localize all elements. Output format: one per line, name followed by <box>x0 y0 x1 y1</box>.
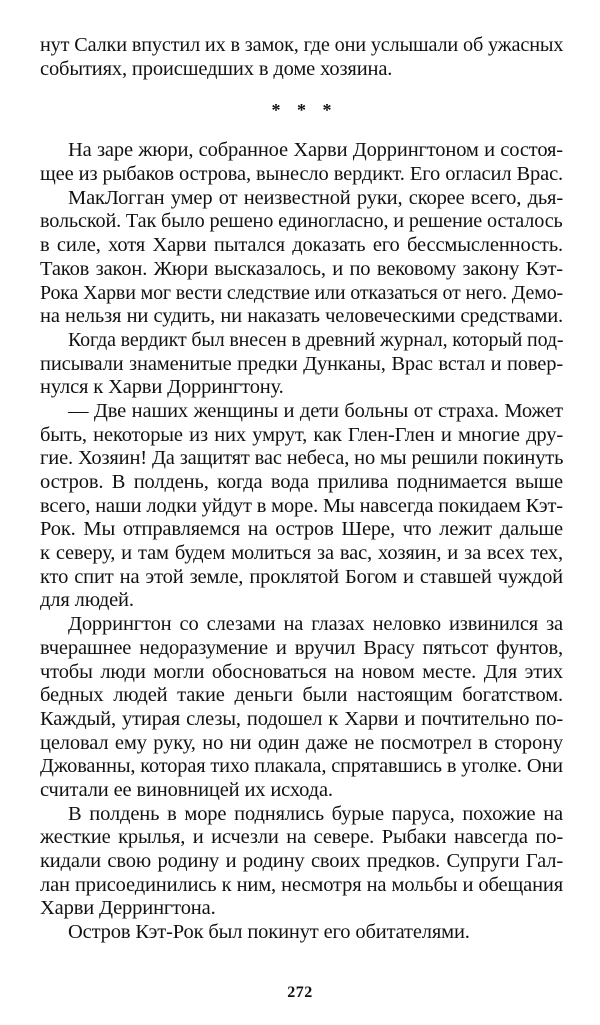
paragraph-dorrington <box>40 613 563 803</box>
text-line: в силе, хотя Харви пытался доказать его бессмысленность. <box>40 234 563 257</box>
text-line: остров. В полдень, когда вода прилива поднимается выше <box>40 471 563 493</box>
text-line: на нельзя ни судить, ни наказать человеческими средствами. <box>40 305 563 328</box>
text-line: к северу, и там будем молиться за вас, хозяин, и за всех тех, <box>40 542 563 565</box>
text-line: Рока Харви мог вести следствие или отказаться от него. Демо- <box>40 281 564 304</box>
paragraph-dialogue <box>40 400 563 613</box>
paragraph-final <box>40 921 563 945</box>
text-line: считали ее виновницей их исхода. <box>40 778 333 801</box>
text-line: Доррингтон со слезами на глазах неловко извинился за <box>68 613 563 636</box>
text-line: вольской. Так было решено единогласно, и решение осталось <box>40 210 563 233</box>
text-line: щее из рыбаков острова, вынесло вердикт. Его огласил Врас. <box>40 163 563 186</box>
text-line: — Две наших женщины и дети больны от страха. Может <box>68 399 563 422</box>
text-line: Таков закон. Жюри высказалось, и по вековому закону Кэт- <box>40 257 563 280</box>
text-line: Когда вердикт был внесен в древний журнал, который под- <box>68 328 564 351</box>
text-line: кидали свою родину и родину своих предков. Супруги Гал- <box>40 850 563 872</box>
text-line: всего, наши лодки уйдут в море. Мы навсегда покидаем Кэт- <box>40 494 563 517</box>
paragraph-journal <box>40 329 563 400</box>
paragraph-continued <box>40 34 563 81</box>
text-line: писывали знаменитые предки Дунканы, Врас встал и повер- <box>40 352 563 375</box>
text-line: Джованны, которая тихо плакала, спрятавшись в уголке. Они <box>40 755 563 778</box>
text-line: бедных людей такие деньги были настоящим богатством. <box>40 684 563 707</box>
text-line: жесткие крылья, и исчезли на севере. Рыбаки навсегда по- <box>40 826 563 849</box>
text-line: чтобы люди могли обосноваться на новом месте. Для этих <box>40 660 563 683</box>
text-line: На заре жюри, собранное Харви Доррингтоном и состоя- <box>68 139 563 162</box>
text-line: Остров Кэт-Рок был покинут его обитателями. <box>68 921 470 944</box>
text-line: Рок. Мы отправляемся на остров Шере, что лежит дальше <box>40 518 563 541</box>
text-line: Каждый, утирая слезы, подошел к Харви и почтительно по- <box>40 707 563 730</box>
text-line: МакЛогган умер от неизвестной руки, скорее всего, дья- <box>68 186 563 209</box>
page-number: 272 <box>287 984 313 1001</box>
text-line: нулся к Харви Доррингтону. <box>40 376 284 399</box>
text-line: для людей. <box>40 589 134 612</box>
section-separator: * * * <box>271 100 338 121</box>
text-line: целовал ему руку, но ни один даже не посмотрел в сторону <box>40 731 563 754</box>
text-line: лан присоединились к ним, несмотря на мольбы и обещания <box>40 873 563 896</box>
text-line: В полдень в море поднялись бурые паруса, похожие на <box>68 802 563 825</box>
paragraph-maclogan <box>40 187 563 329</box>
text-line: Харви Деррингтона. <box>40 897 216 920</box>
text-line: вчерашнее недоразумение и вручил Врасу пятьсот фунтов, <box>40 636 563 659</box>
paragraph-sails <box>40 803 563 921</box>
text-line: нут Салки впустил их в замок, где они услышали об ужасных <box>40 34 564 56</box>
page-body <box>40 34 563 945</box>
text-line: гие. Хозяин! Да защитят вас небеса, но мы решили покинуть <box>40 447 564 470</box>
text-line: событиях, происшедших в доме хозяина. <box>40 57 393 80</box>
text-line: кто спит на этой земле, проклятой Богом и ставшей чуждой <box>40 565 563 588</box>
paragraph-verdict <box>40 139 563 186</box>
text-line: быть, некоторые из них умрут, как Глен-Глен и многие дру- <box>40 423 563 446</box>
